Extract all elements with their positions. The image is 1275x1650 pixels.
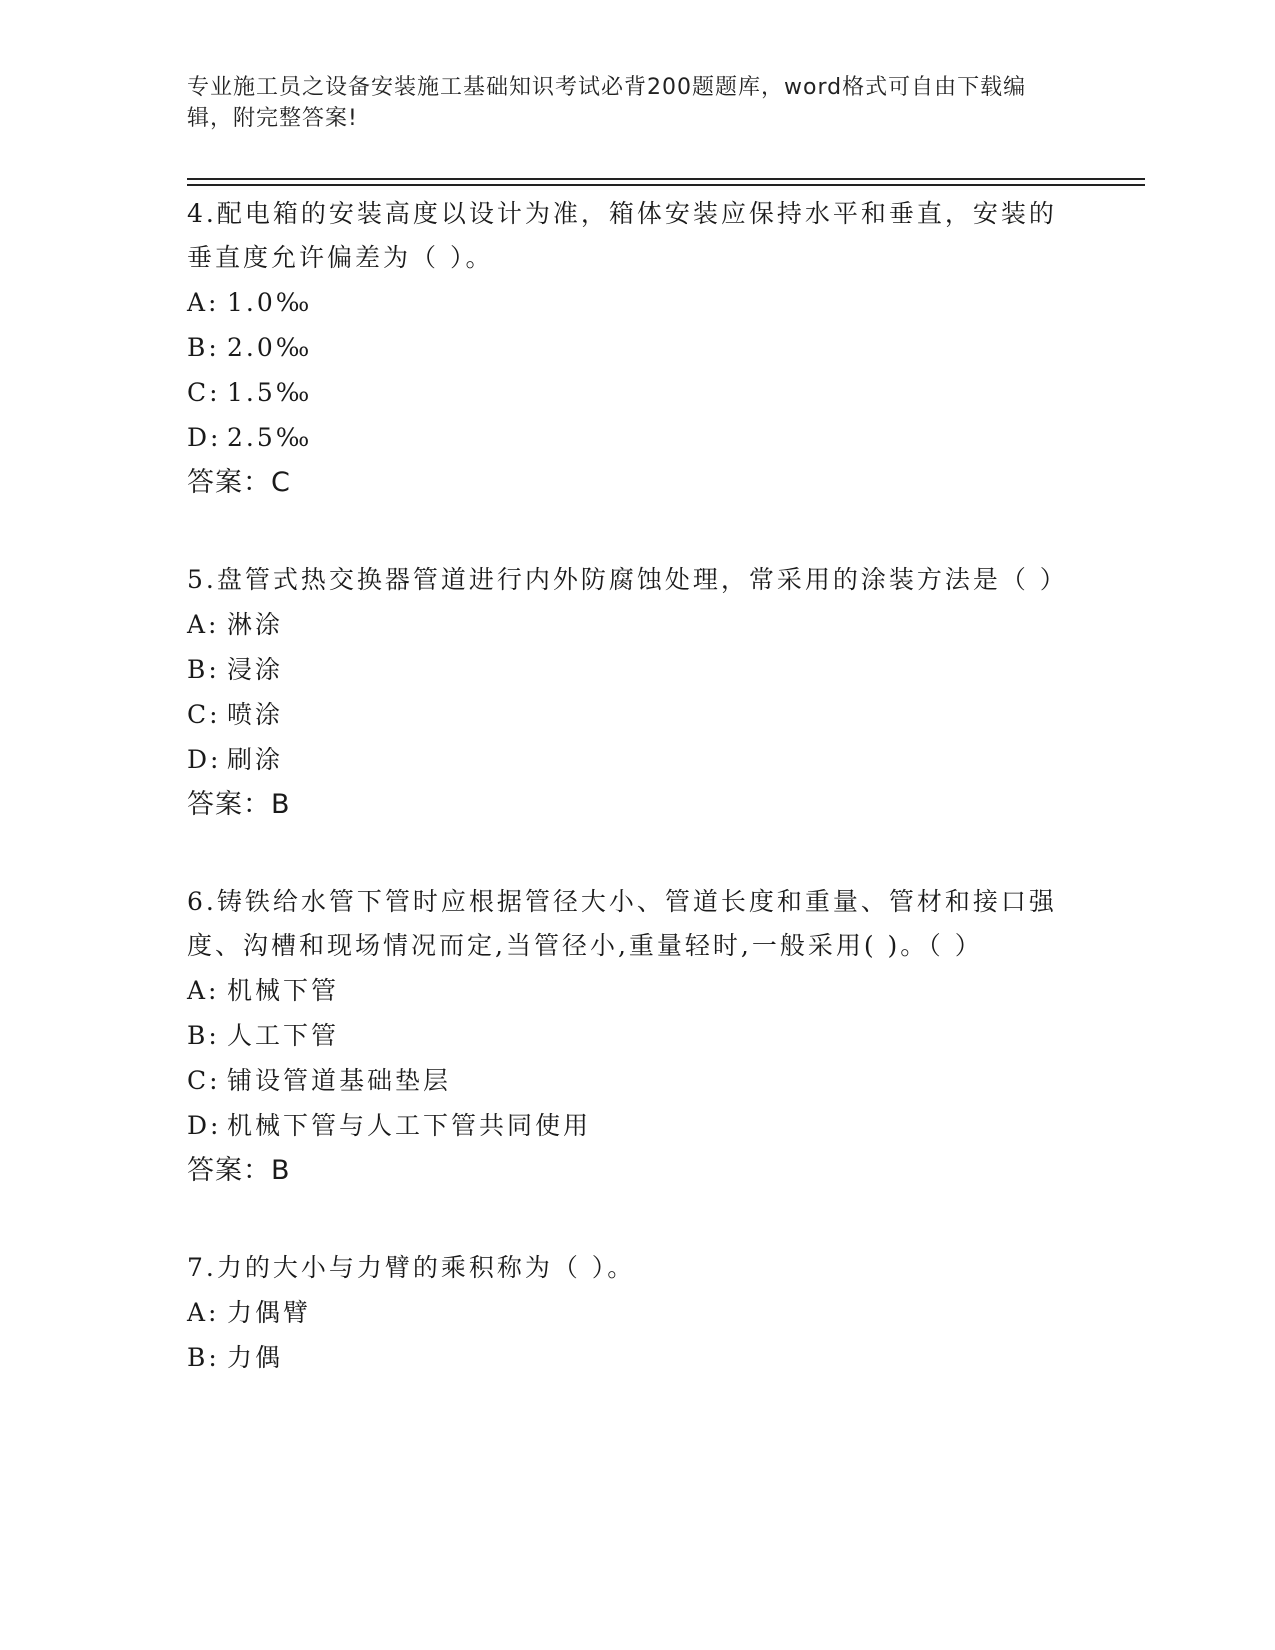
- option-text: 2.5‰: [227, 423, 313, 452]
- option-a: [187, 1290, 1067, 1335]
- answer-label: 答案：: [187, 789, 271, 820]
- answer-value: C: [271, 467, 291, 498]
- option-text: 喷涂: [227, 700, 284, 729]
- question-5: [187, 556, 1067, 828]
- option-d: [187, 1103, 1067, 1148]
- option-letter: B:: [187, 1343, 220, 1372]
- option-text: 铺设管道基础垫层: [227, 1066, 452, 1095]
- option-b: [187, 1013, 1067, 1058]
- document-header: 专业施工员之设备安装施工基础知识考试必背200题题库，word格式可自由下载编辑，附完整答案!: [187, 75, 1027, 131]
- option-c: [187, 370, 1067, 415]
- question-list: [187, 190, 1067, 1380]
- header-divider-top: [187, 178, 1145, 180]
- option-letter: B:: [187, 333, 220, 362]
- answer-value: B: [271, 1155, 291, 1186]
- question-7: [187, 1244, 1067, 1380]
- option-text: 人工下管: [227, 1021, 340, 1050]
- option-letter: C:: [187, 1066, 221, 1095]
- option-d: [187, 415, 1067, 460]
- option-letter: C:: [187, 378, 221, 407]
- option-letter: B:: [187, 1021, 220, 1050]
- option-letter: A:: [187, 976, 220, 1005]
- option-text: 力偶: [227, 1343, 284, 1372]
- question-4: [187, 190, 1067, 506]
- option-d: [187, 737, 1067, 782]
- question-stem: 6.铸铁给水管下管时应根据管径大小、管道长度和重量、管材和接口强度、沟槽和现场情况而定,当管径小,重量轻时,一般采用( )。（ ）: [187, 887, 1057, 960]
- answer-value: B: [271, 789, 291, 820]
- option-text: 淋涂: [227, 610, 284, 639]
- option-text: 浸涂: [227, 655, 284, 684]
- option-letter: D:: [187, 1111, 222, 1140]
- header-divider-bottom: [187, 184, 1145, 186]
- option-text: 2.0‰: [227, 333, 313, 362]
- answer-line: [187, 782, 1067, 828]
- option-text: 刷涂: [227, 745, 284, 774]
- option-a: [187, 602, 1067, 647]
- answer-label: 答案：: [187, 1155, 271, 1186]
- option-b: [187, 647, 1067, 692]
- option-b: [187, 1335, 1067, 1380]
- option-c: [187, 1058, 1067, 1103]
- question-stem: 7.力的大小与力臂的乘积称为（ ）。: [187, 1253, 636, 1282]
- option-text: 力偶臂: [227, 1298, 312, 1327]
- question-stem: 4.配电箱的安装高度以设计为准，箱体安装应保持水平和垂直，安装的垂直度允许偏差为（ ）。: [187, 199, 1057, 272]
- question-6: [187, 878, 1067, 1194]
- answer-label: 答案：: [187, 467, 271, 498]
- option-text: 机械下管与人工下管共同使用: [227, 1111, 592, 1140]
- option-a: [187, 280, 1067, 325]
- answer-line: [187, 460, 1067, 506]
- option-c: [187, 692, 1067, 737]
- option-text: 1.5‰: [227, 378, 313, 407]
- option-letter: A:: [187, 1298, 220, 1327]
- option-a: [187, 968, 1067, 1013]
- option-text: 机械下管: [227, 976, 340, 1005]
- answer-line: [187, 1148, 1067, 1194]
- option-letter: B:: [187, 655, 220, 684]
- option-letter: A:: [187, 288, 220, 317]
- option-letter: D:: [187, 423, 222, 452]
- option-letter: D:: [187, 745, 222, 774]
- question-stem: 5.盘管式热交换器管道进行内外防腐蚀处理，常采用的涂装方法是（ ）: [187, 565, 1068, 594]
- option-b: [187, 325, 1067, 370]
- option-text: 1.0‰: [227, 288, 313, 317]
- option-letter: C:: [187, 700, 221, 729]
- option-letter: A:: [187, 610, 220, 639]
